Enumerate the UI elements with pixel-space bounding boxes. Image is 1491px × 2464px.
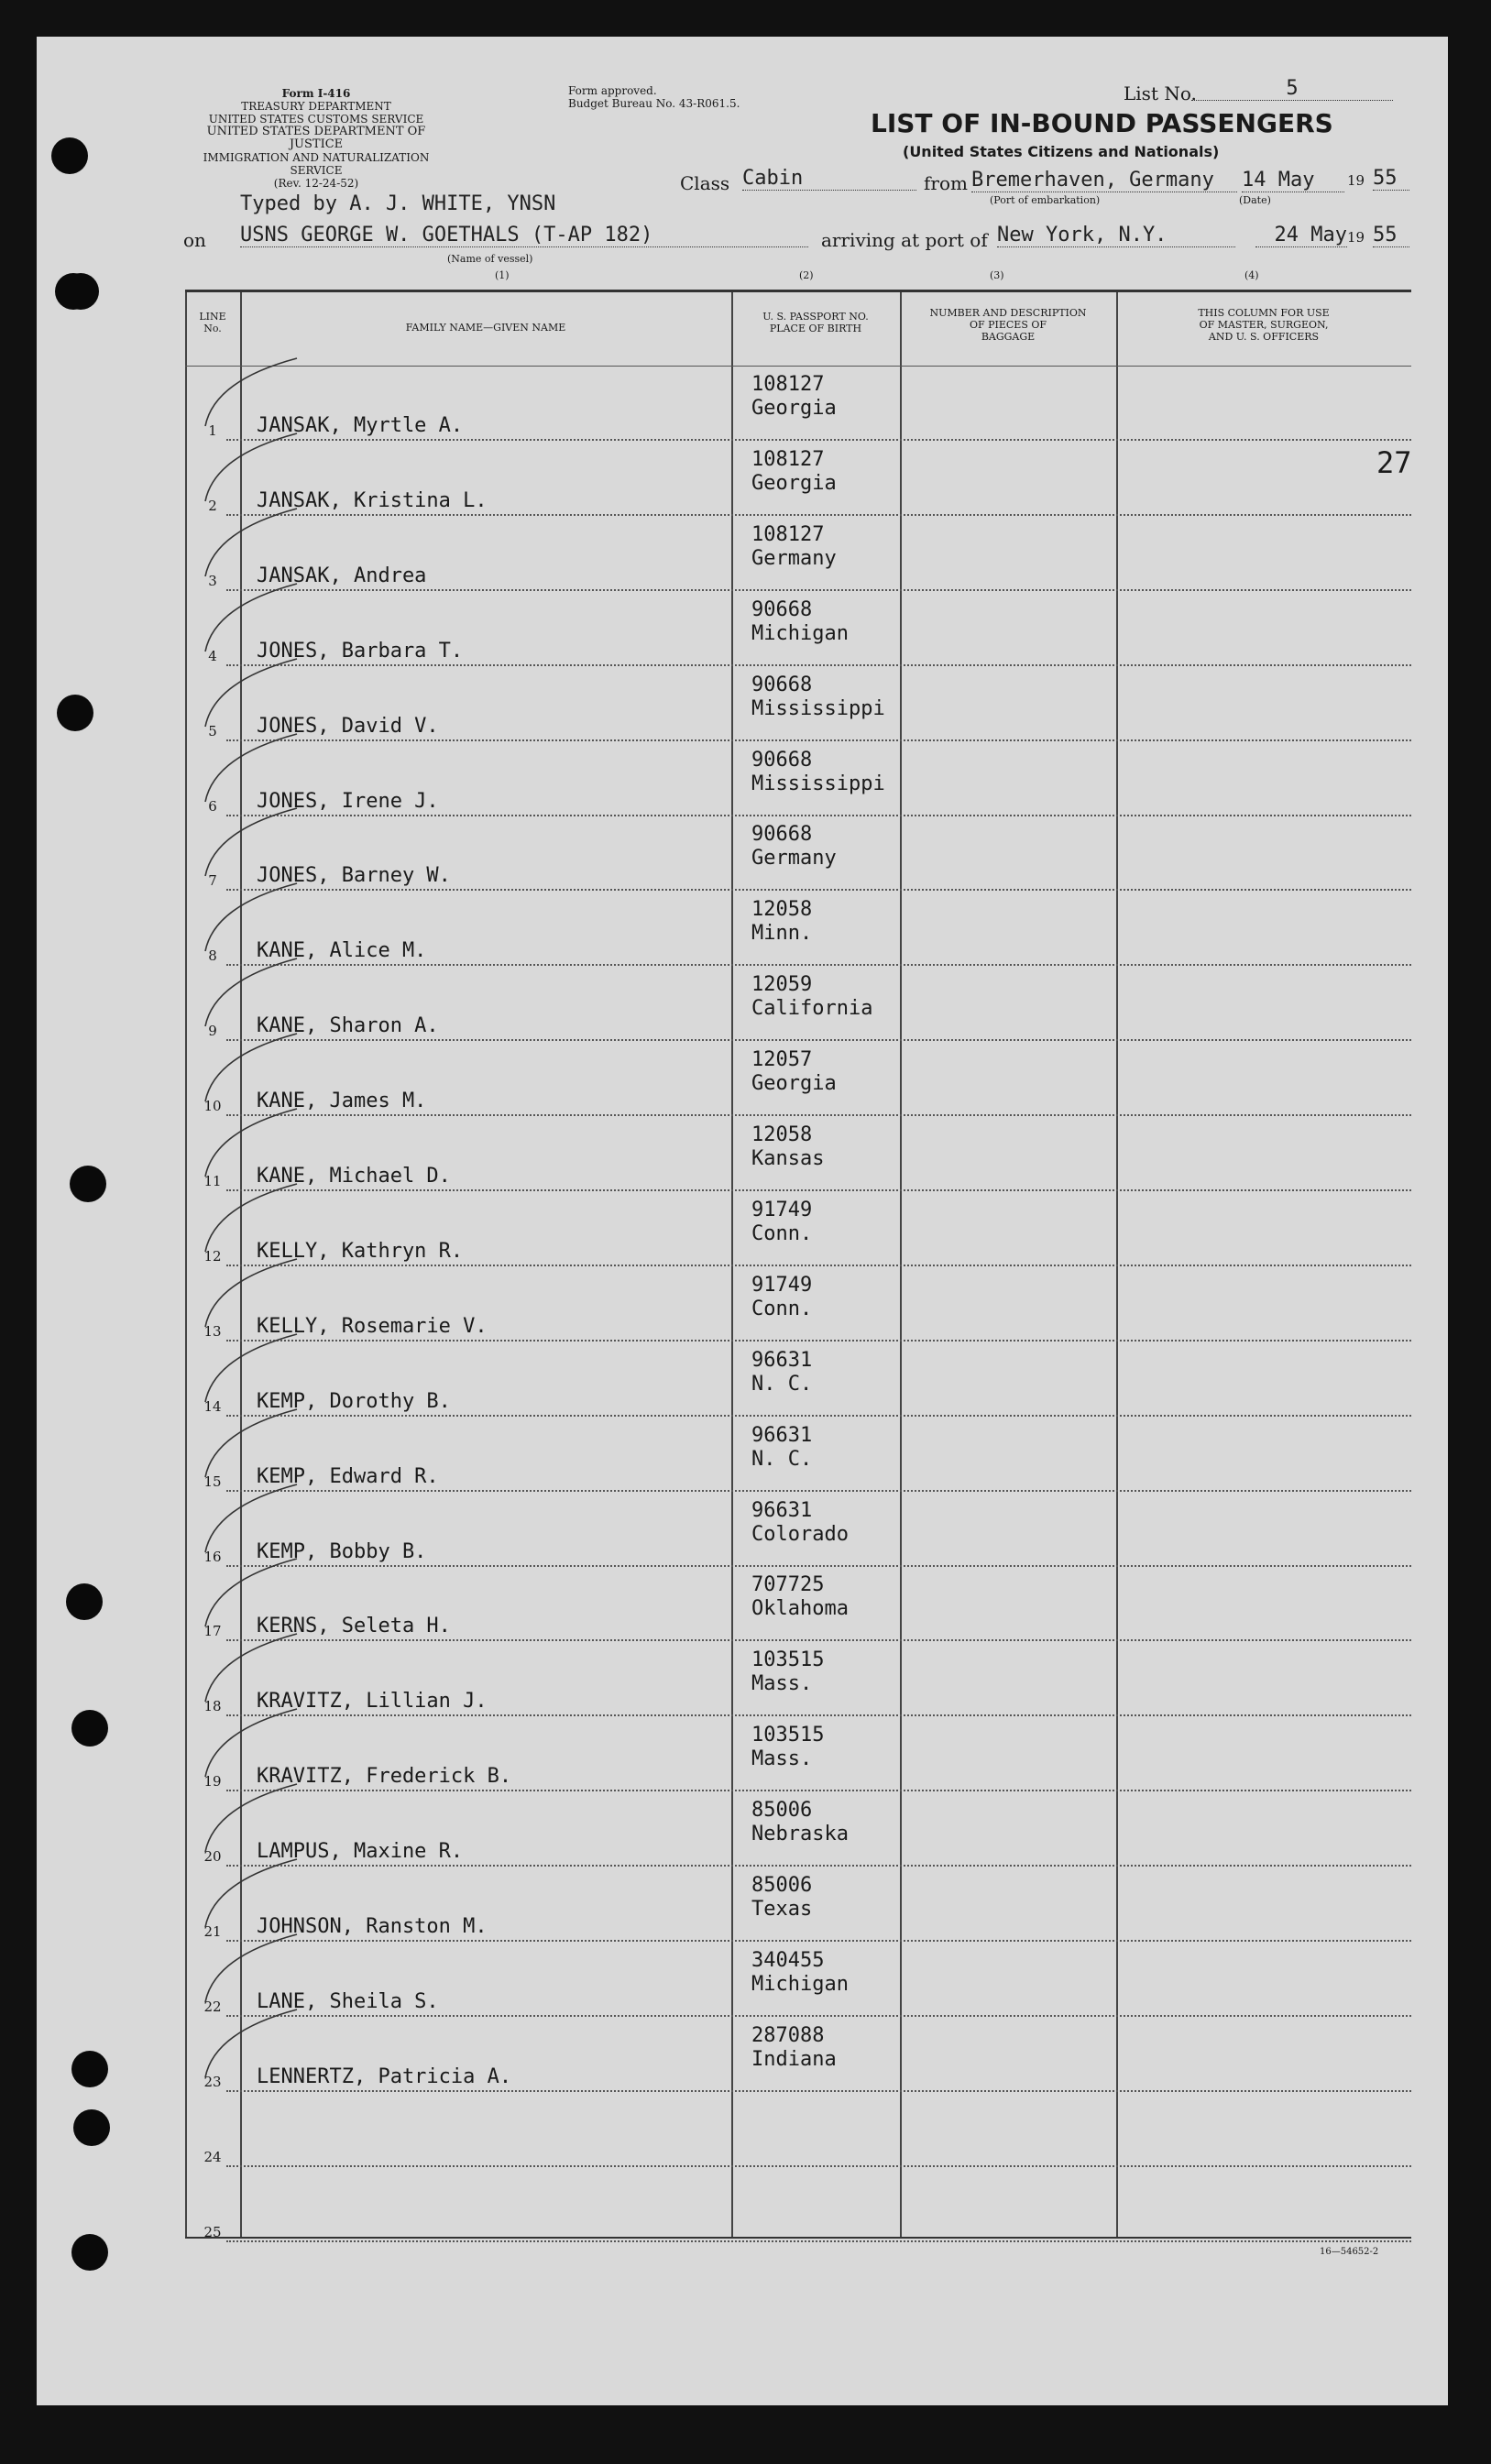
passport-birth: [751, 1274, 812, 1321]
passenger-name: KEMP, Bobby B.: [257, 1539, 427, 1563]
line-number: 19: [203, 1773, 222, 1791]
table-row: [185, 1342, 1411, 1417]
place-of-birth: Mass.: [751, 1747, 813, 1771]
passport-birth: [751, 373, 837, 421]
from-date: 14 May: [1242, 169, 1344, 192]
form-authority-block: Form I-416 TREASURY DEPARTMENT UNITED STATES CUSTOMS SERVICE UNITED STATES DEPARTMENT OF JUSTICE IMMIGRATION AND NATURALIZATION SERVICE (Rev. 12-24-52): [203, 87, 430, 190]
passport-birth: [751, 1573, 849, 1621]
passenger-name: KRAVITZ, Lillian J.: [257, 1690, 488, 1714]
passport-birth: [751, 898, 812, 946]
passport-number: 85006: [751, 1874, 813, 1897]
passport-number: 12059: [751, 973, 813, 997]
table-row: [185, 516, 1411, 591]
col-header-name: FAMILY NAME—GIVEN NAME: [405, 322, 566, 334]
line-number: 6: [208, 797, 217, 815]
col-num-1: (1): [495, 269, 510, 281]
line-number: 4: [208, 647, 217, 664]
table-row: [185, 1867, 1411, 1942]
passport-birth: [751, 673, 885, 721]
arriving-value: New York, N.Y.: [997, 224, 1235, 247]
page-title: LIST OF IN-BOUND PASSENGERS: [871, 108, 1333, 138]
passenger-name: KELLY, Rosemarie V.: [257, 1314, 488, 1338]
table-row: [185, 891, 1411, 966]
line-number: 24: [203, 2148, 222, 2165]
check-mark: [178, 1404, 306, 1486]
passport-birth: [751, 1874, 812, 1922]
check-mark: [178, 878, 306, 960]
place-of-birth: Indiana: [751, 2047, 837, 2071]
table-row: [185, 1791, 1411, 1867]
table-row: [185, 741, 1411, 816]
place-of-birth: Mississippi: [751, 696, 885, 720]
punch-hole: [57, 695, 93, 731]
table-row: [185, 591, 1411, 666]
from-value: Bremerhaven, Germany: [971, 169, 1237, 192]
on-label: on: [183, 229, 206, 251]
passport-number: 90668: [751, 748, 813, 772]
punch-hole: [71, 2234, 108, 2271]
table-row: [185, 1566, 1411, 1641]
footer-code: 16—54652-2: [1320, 2247, 1379, 2257]
passenger-name: JONES, David V.: [257, 714, 439, 738]
passport-number: 85006: [751, 1799, 813, 1823]
col-header-baggage: NUMBER AND DESCRIPTION OF PIECES OF BAGGAGE: [929, 307, 1087, 343]
line-number: 9: [208, 1023, 217, 1040]
year-prefix: 19: [1347, 172, 1365, 189]
passenger-name: LANE, Sheila S.: [257, 1989, 439, 2013]
place-of-birth: Mississippi: [751, 772, 885, 795]
passport-birth: [751, 1349, 812, 1396]
passenger-name: JANSAK, Andrea: [257, 564, 427, 587]
place-of-birth: Georgia: [751, 397, 837, 420]
date-caption: (Date): [1239, 194, 1271, 206]
punch-hole: [66, 1583, 103, 1620]
passport-birth: [751, 1199, 812, 1246]
check-mark: [178, 428, 306, 510]
officer-note: 27: [1376, 445, 1412, 480]
list-no-label: List No.: [1124, 82, 1197, 104]
place-of-birth: Minn.: [751, 922, 813, 946]
col-header-officers: THIS COLUMN FOR USE OF MASTER, SURGEON, AND U. S. OFFICERS: [1198, 307, 1330, 343]
passenger-name: KANE, Alice M.: [257, 939, 427, 963]
check-mark: [178, 1553, 306, 1636]
check-mark: [178, 353, 306, 435]
passport-number: 707725: [751, 1573, 825, 1597]
place-of-birth: Germany: [751, 847, 837, 871]
passenger-name: KRAVITZ, Frederick B.: [257, 1765, 512, 1789]
row-rule: [226, 2240, 1411, 2242]
passport-birth: [751, 598, 849, 646]
from-year: 55: [1373, 167, 1409, 191]
table-row: [185, 1492, 1411, 1567]
check-mark: [178, 1854, 306, 1936]
line-number: 15: [203, 1473, 222, 1490]
passport-number: 91749: [751, 1198, 813, 1221]
passenger-name: JONES, Irene J.: [257, 789, 439, 813]
place-of-birth: Kansas: [751, 1147, 825, 1170]
list-no-value: 5: [1191, 77, 1393, 101]
table-row: [185, 1191, 1411, 1266]
passport-number: 96631: [751, 1498, 813, 1522]
check-mark: [178, 1479, 306, 1561]
col-header-line: LINE No.: [199, 311, 226, 334]
passport-number: 108127: [751, 373, 825, 396]
line-number: 18: [203, 1698, 222, 1715]
col-header-passport: U. S. PASSPORT NO. PLACE OF BIRTH: [762, 311, 869, 334]
manifest-page: [37, 37, 1448, 2405]
passport-birth: [751, 973, 872, 1021]
table-row: [185, 1266, 1411, 1342]
check-mark: [178, 1929, 306, 2011]
arrival-date: 24 May: [1255, 224, 1347, 247]
passenger-table: [185, 290, 1411, 2239]
table-row: [185, 441, 1411, 516]
check-mark: [178, 1779, 306, 1861]
passenger-name: KERNS, Seleta H.: [257, 1615, 451, 1638]
table-row: [185, 2017, 1411, 2092]
table-row: [185, 1942, 1411, 2017]
line-number: 8: [208, 947, 217, 965]
line-number: 1: [208, 422, 217, 439]
check-mark: [178, 578, 306, 661]
arrival-year: 55: [1373, 224, 1409, 247]
line-number: 16: [203, 1548, 222, 1565]
table-row: [185, 2167, 1411, 2242]
passport-birth: [751, 2024, 837, 2072]
passport-number: 96631: [751, 1423, 813, 1447]
passenger-name: LAMPUS, Maxine R.: [257, 1840, 464, 1864]
passport-birth: [751, 1499, 849, 1547]
line-number: 22: [203, 1998, 222, 2015]
passenger-name: LENNERTZ, Patricia A.: [257, 2064, 512, 2088]
passenger-name: JONES, Barney W.: [257, 864, 451, 888]
table-row: [185, 1641, 1411, 1716]
check-mark: [178, 653, 306, 736]
check-mark: [178, 1178, 306, 1261]
check-mark: [178, 1103, 306, 1186]
passport-birth: [751, 749, 885, 796]
check-mark: [178, 953, 306, 1035]
line-number: 2: [208, 497, 217, 514]
place-of-birth: Michigan: [751, 621, 849, 645]
place-of-birth: Conn.: [751, 1221, 813, 1245]
line-number: 21: [203, 1923, 222, 1940]
passenger-name: KANE, James M.: [257, 1090, 427, 1113]
place-of-birth: Germany: [751, 546, 837, 570]
passport-number: 12057: [751, 1048, 813, 1072]
punch-hole: [70, 1166, 106, 1202]
place-of-birth: N. C.: [751, 1372, 813, 1396]
passport-birth: [751, 1648, 824, 1696]
class-value: Cabin: [742, 167, 916, 191]
passport-birth: [751, 1048, 837, 1096]
passport-number: 340455: [751, 1948, 825, 1972]
arriving-label: arriving at port of: [821, 229, 988, 251]
passport-birth: [751, 823, 837, 871]
passport-number: 103515: [751, 1724, 825, 1747]
line-number: 17: [203, 1623, 222, 1640]
table-row: [185, 816, 1411, 891]
table-row: [185, 366, 1411, 441]
check-mark: [178, 1254, 306, 1336]
place-of-birth: Oklahoma: [751, 1597, 849, 1621]
form-approved-note: Form approved. Budget Bureau No. 43-R061.5.: [568, 84, 740, 110]
vessel-value: USNS GEORGE W. GOETHALS (T-AP 182): [240, 224, 808, 247]
check-mark: [178, 503, 306, 586]
passenger-name: KANE, Michael D.: [257, 1165, 451, 1188]
line-number: 23: [203, 2073, 222, 2090]
year-prefix: 19: [1347, 229, 1365, 246]
passport-birth: [751, 1424, 812, 1472]
place-of-birth: Colorado: [751, 1522, 849, 1546]
place-of-birth: Georgia: [751, 471, 837, 495]
check-mark: [178, 1628, 306, 1711]
passport-number: 12058: [751, 898, 813, 922]
passenger-name: JOHNSON, Ranston M.: [257, 1915, 488, 1938]
place-of-birth: Nebraska: [751, 1823, 849, 1846]
table-row: [185, 1041, 1411, 1116]
line-number: 20: [203, 1848, 222, 1866]
punch-hole: [71, 1710, 108, 1747]
passenger-name: KEMP, Dorothy B.: [257, 1389, 451, 1413]
table-row: [185, 1716, 1411, 1791]
place-of-birth: Michigan: [751, 1972, 849, 1996]
line-number: 12: [203, 1247, 222, 1265]
port-embark-caption: (Port of embarkation): [990, 194, 1101, 206]
passenger-name: JANSAK, Kristina L.: [257, 488, 488, 512]
vessel-caption: (Name of vessel): [447, 253, 533, 265]
table-row: [185, 2092, 1411, 2167]
punch-hole: [71, 2051, 108, 2087]
check-mark: [178, 1329, 306, 1411]
passport-birth: [751, 1949, 849, 1997]
place-of-birth: Mass.: [751, 1672, 813, 1696]
col-num-2: (2): [799, 269, 814, 281]
passenger-name: JONES, Barbara T.: [257, 639, 464, 663]
check-mark: [178, 803, 306, 885]
line-number: 10: [203, 1098, 222, 1115]
check-mark: [178, 1703, 306, 1786]
passport-number: 103515: [751, 1648, 825, 1672]
place-of-birth: California: [751, 997, 873, 1021]
punch-hole: [73, 2109, 110, 2146]
passenger-name: JANSAK, Myrtle A.: [257, 414, 464, 437]
punch-hole: [62, 273, 99, 310]
passenger-name: KELLY, Kathryn R.: [257, 1239, 464, 1263]
passenger-name: KEMP, Edward R.: [257, 1464, 439, 1488]
line-number: 25: [203, 2223, 222, 2240]
check-mark: [178, 1028, 306, 1111]
passport-number: 91749: [751, 1273, 813, 1297]
passport-number: 287088: [751, 2023, 825, 2047]
line-number: 5: [208, 722, 217, 739]
typed-by: Typed by A. J. WHITE, YNSN: [240, 192, 556, 215]
place-of-birth: Texas: [751, 1898, 813, 1921]
passenger-name: KANE, Sharon A.: [257, 1014, 439, 1038]
passport-number: 96631: [751, 1348, 813, 1372]
passport-number: 108127: [751, 522, 825, 546]
table-row: [185, 1116, 1411, 1191]
place-of-birth: Conn.: [751, 1297, 813, 1320]
passport-birth: [751, 523, 837, 571]
line-number: 11: [203, 1173, 222, 1189]
passport-number: 90668: [751, 597, 813, 621]
place-of-birth: N. C.: [751, 1447, 813, 1471]
passport-birth: [751, 448, 837, 496]
page-subtitle: (United States Citizens and Nationals): [903, 143, 1220, 160]
col-num-3: (3): [990, 269, 1004, 281]
table-row: [185, 1417, 1411, 1492]
passport-birth: [751, 1123, 824, 1171]
line-number: 7: [208, 872, 217, 890]
line-number: 14: [203, 1397, 222, 1415]
class-label: Class: [680, 172, 730, 194]
from-label: from: [924, 172, 968, 194]
passport-number: 108127: [751, 447, 825, 471]
line-number: 13: [203, 1322, 222, 1340]
passport-birth: [751, 1799, 849, 1846]
table-row: [185, 966, 1411, 1041]
punch-hole: [51, 137, 88, 174]
line-number: 3: [208, 572, 217, 589]
passport-number: 90668: [751, 823, 813, 847]
check-mark: [178, 2004, 306, 2086]
table-row: [185, 666, 1411, 741]
passport-number: 90668: [751, 673, 813, 696]
place-of-birth: Georgia: [751, 1072, 837, 1096]
passport-birth: [751, 1724, 824, 1771]
passport-number: 12058: [751, 1123, 813, 1146]
col-num-4: (4): [1244, 269, 1259, 281]
check-mark: [178, 728, 306, 811]
